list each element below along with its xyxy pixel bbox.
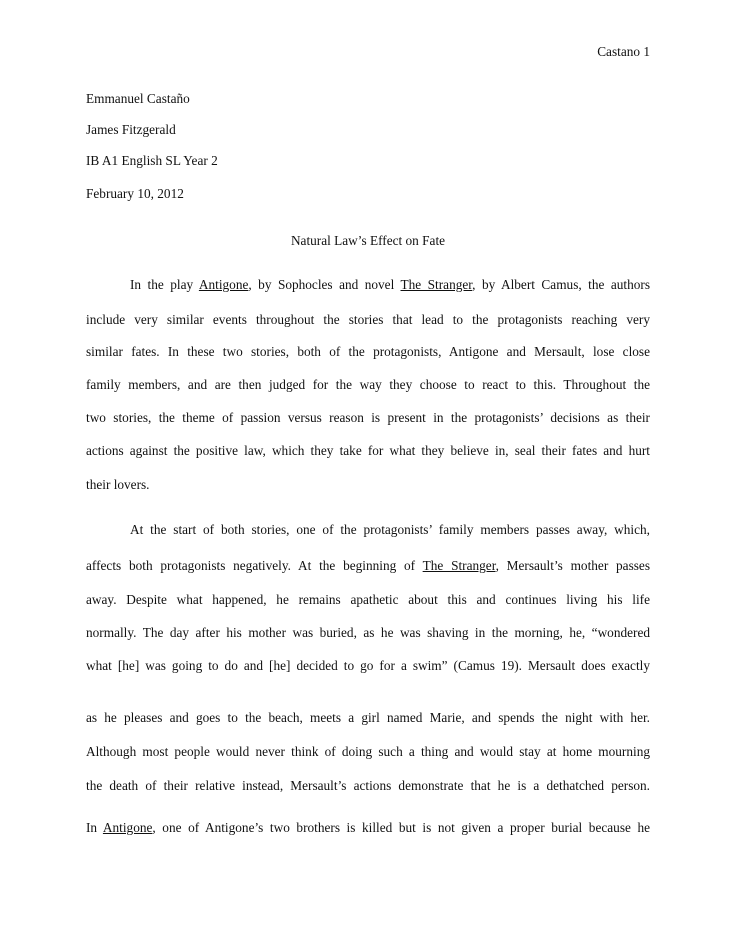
essay-title: Natural Law’s Effect on Fate [290,233,446,248]
paragraph-line: actions against the positive law, which they take for what they believe in, seal their fates and hurt [86,443,650,458]
essay-date: February 10, 2012 [86,186,184,201]
work-title: The Stranger [400,277,473,292]
line-text: , by Sophocles and novel [248,277,401,292]
line-text: , one of Antigone’s two brothers is killed but is not given a proper burial because he [152,820,651,835]
paragraph-line: include very similar events throughout the stories that lead to the protagonists reaching very [86,312,650,327]
paragraph-line [130,277,650,293]
paragraph-line: as he pleases and goes to the beach, meets a girl named Marie, and spends the night with her. [86,710,650,725]
paragraph-line: Although most people would never think of doing such a thing and would stay at home mourning [86,744,650,759]
line-text: , by Albert Camus, the authors [472,277,651,292]
line-text: In the play [130,277,199,292]
paragraph-line: At the start of both stories, one of the protagonists’ family members passes away, which, [130,522,650,537]
teacher-name: James Fitzgerald [86,122,176,137]
paragraph-line: normally. The day after his mother was buried, as he was shaving in the morning, he, “wondered [86,625,650,640]
page-number: Castano 1 [597,44,650,59]
paragraph-line [86,820,650,836]
course-name: IB A1 English SL Year 2 [86,153,218,168]
paragraph-line: two stories, the theme of passion versus reason is present in the protagonists’ decisions as their [86,410,650,425]
paragraph-line: away. Despite what happened, he remains apathetic about this and continues living his life [86,592,650,607]
work-title: The Stranger [422,558,496,573]
paragraph-line: what [he] was going to do and [he] decided to go for a swim” (Camus 19). Mersault does exactly [86,658,650,673]
author-name: Emmanuel Castaño [86,91,190,106]
paragraph-line: family members, and are then judged for the way they choose to react to this. Throughout the [86,377,650,392]
line-text: In [86,820,103,835]
paragraph-line: similar fates. In these two stories, both of the protagonists, Antigone and Mersault, lose close [86,344,650,359]
work-title: Antigone [198,277,249,292]
line-text: , Mersault’s mother passes [495,558,650,573]
line-text: affects both protagonists negatively. At the beginning of [86,558,423,573]
work-title: Antigone [102,820,153,835]
paragraph-line: their lovers. [86,477,150,492]
paragraph-line: the death of their relative instead, Mersault’s actions demonstrate that he is a dethatched person. [86,778,650,793]
paragraph-line [86,558,650,574]
